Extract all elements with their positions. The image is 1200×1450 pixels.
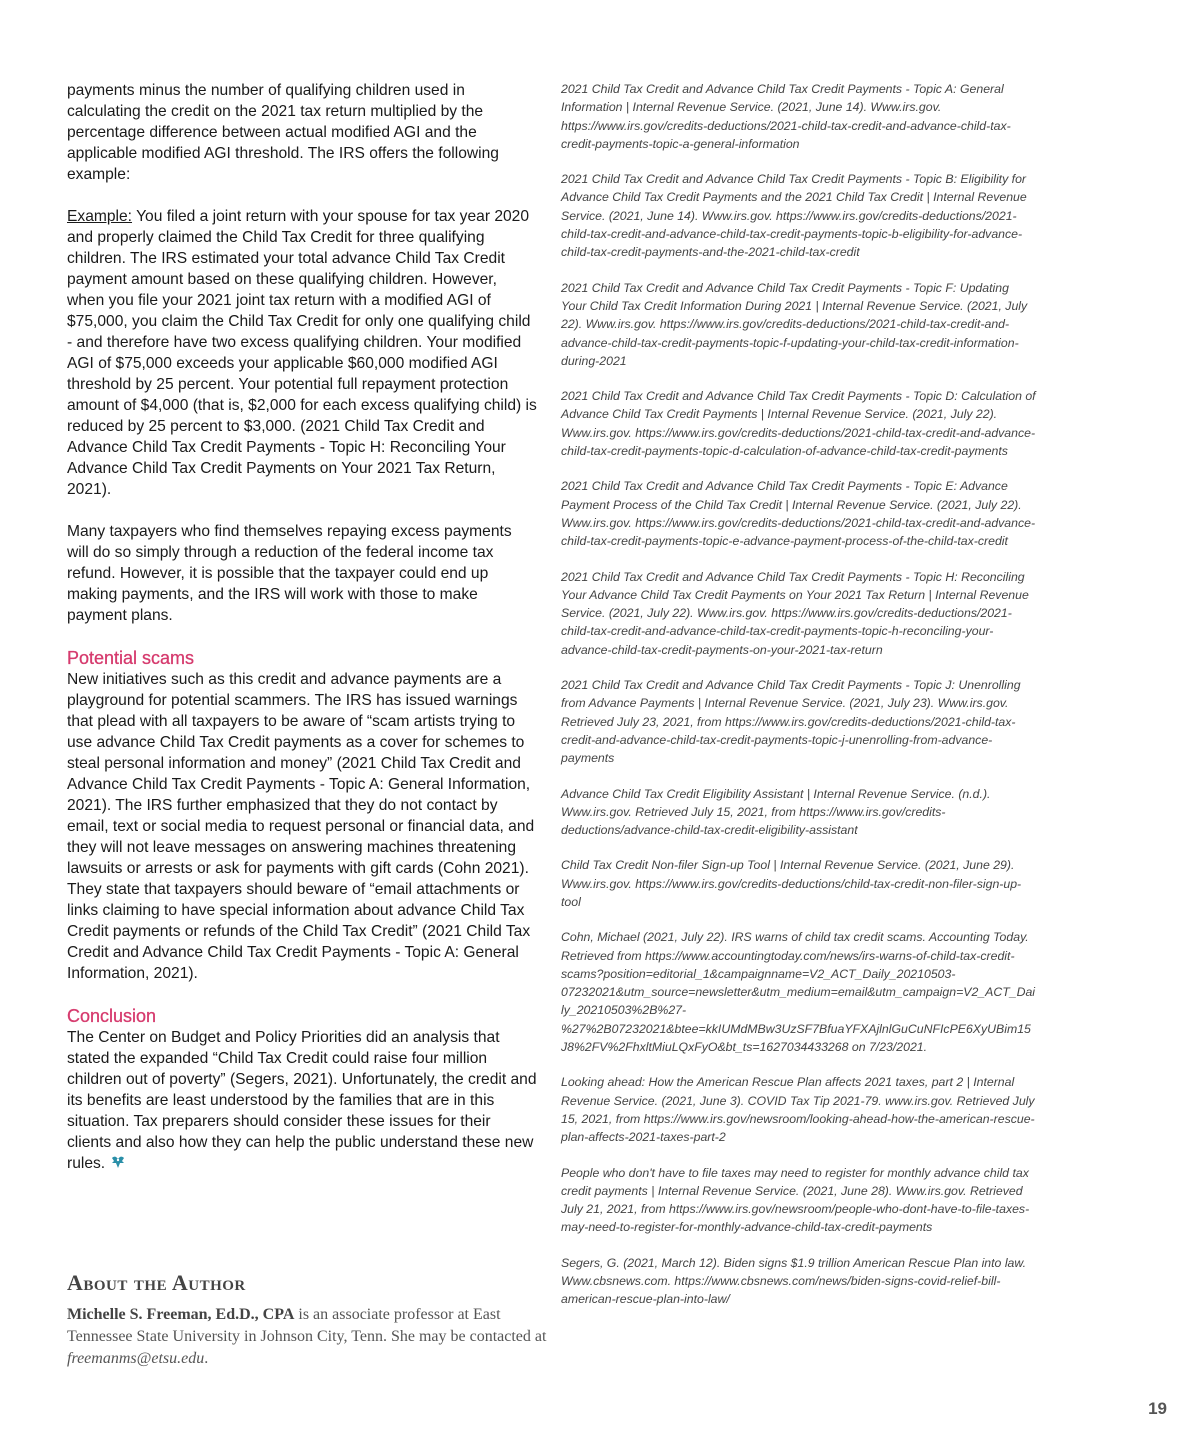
references-column: [561, 80, 1037, 1326]
about-body: [67, 1304, 547, 1370]
about-title: About the Author: [67, 1270, 246, 1295]
reference-item: Child Tax Credit Non-filer Sign-up Tool | Internal Revenue Service. (2021, June 29). Www.irs.gov. https://www.irs.gov/credits-deductions/child-tax-credit-non-filer-sign-up-tool: [561, 858, 1022, 909]
paragraph-intro: payments minus the number of qualifying children used in calculating the credit on the 2021 tax return multiplied by the percentage difference between actual modified AGI and the applicable modified AGI threshold. The IRS offers the following example:: [67, 82, 499, 183]
section-heading-scams: Potential scams: [67, 648, 195, 668]
reference-item: 2021 Child Tax Credit and Advance Child Tax Credit Payments - Topic J: Unenrolling from Advance Payments | Internal Revenue Service. (2021, July 23). Www.irs.gov. Retrieved July 23, 2021, from https://www.irs.gov/credits-deductions/2021-child-tax-credit-and-advance-child-tax-credit-payments-topic-j-unenrolling-from-advance-payments: [561, 678, 1021, 766]
end-of-article-logo-icon: [111, 1154, 125, 1168]
paragraph-scams: New initiatives such as this credit and advance payments are a playground for potential scammers. The IRS has issued warnings that plead with all taxpayers to be aware of “scam artists trying to use advance Child Tax Credit payments as a cover for schemes to steal personal information and money” (2021 Child Tax Credit and Advance Child Tax Credit Payments - Topic A: General Information, 2021). The IRS further emphasized that they do not contact by email, text or social media to request personal or financial data, and they will not leave messages on answering machines threatening lawsuits or arrests or ask for payments with gift cards (Cohn 2021). They state that taxpayers should beware of “email attachments or links claiming to have special information about advance Child Tax Credit payments or refunds of the Child Tax Credit” (2021 Child Tax Credit and Advance Child Tax Credit Payments - Topic A: General Information, 2021).: [67, 671, 535, 982]
conclusion-text: The Center on Budget and Policy Priorities did an analysis that stated the expanded “Child Tax Credit could raise four million children out of poverty” (Segers, 2021). Unfortunately, the credit and its benefits are least understood by the families that are in this situation. Tax preparers should consider these issues for their clients and also how they can help the public understand these new rules.: [67, 1029, 537, 1172]
reference-item: Segers, G. (2021, March 12). Biden signs $1.9 trillion American Rescue Plan into law. Www.cbsnews.com. https://www.cbsnews.com/news/biden-signs-covid-relief-bill-american-rescue-plan-into-law/: [561, 1255, 1027, 1307]
reference-item: Looking ahead: How the American Rescue Plan affects 2021 taxes, part 2 | Internal Revenue Service. (2021, June 3). COVID Tax Tip 2021-79. www.irs.gov. Retrieved July 15, 2021, from https://www.irs.gov/newsroom/looking-ahead-how-the-american-rescue-plan-affects-2021-taxes-part-2: [561, 1075, 1035, 1145]
reference-item: 2021 Child Tax Credit and Advance Child Tax Credit Payments - Topic A: General Information | Internal Revenue Service. (2021, June 14). Www.irs.gov. https://www.irs.gov/credits-deductions/2021-child-tax-credit-and-advance-child-tax-credit-payments-topic-a-general-information: [561, 82, 1011, 151]
reference-item: 2021 Child Tax Credit and Advance Child Tax Credit Payments - Topic H: Reconciling Your Advance Child Tax Credit Payments on Your 2021 Tax Return | Internal Revenue Service. (2021, July 22). Www.irs.gov. https://www.irs.gov/credits-deductions/2021-child-tax-credit-and-advance-child-tax-credit-payments-topic-h-reconciling-your-advance-child-tax-credit-payments-on-your-2021-tax-return: [561, 569, 1029, 657]
paragraph-conclusion: [67, 1027, 537, 1174]
reference-item: 2021 Child Tax Credit and Advance Child Tax Credit Payments - Topic B: Eligibility for Advance Child Tax Credit Payments and the 2021 Child Tax Credit | Internal Revenue Service. (2021, June 14). Www.irs.gov. https://www.irs.gov/credits-deductions/2021-child-tax-credit-and-advance-child-tax-credit-payments-topic-b-eligibility-for-advance-child-tax-credit-payments-and-the-2021-child-tax-credit: [561, 172, 1027, 260]
paragraph-repayment: Many taxpayers who find themselves repaying excess payments will do so simply through a reduction of the federal income tax refund. However, it is possible that the taxpayer could end up making payments, and the IRS will work with those to make payment plans.: [67, 523, 512, 624]
author-bio-end: .: [204, 1350, 209, 1367]
author-bio: is an associate professor at East Tennessee State University in Johnson City, Tenn. She may be contacted at: [67, 1306, 547, 1345]
example-text: You filed a joint return with your spouse for tax year 2020 and properly claimed the Child Tax Credit for three qualifying children. The IRS estimated your total advance Child Tax Credit payment amount based on these qualifying children. However, when you file your 2021 joint tax return with a modified AGI of $75,000, you claim the Child Tax Credit for only one qualifying child - and therefore have two excess qualifying children. Your modified AGI of $75,000 exceeds your applicable $60,000 modified AGI threshold by 25 percent. Your potential full repayment protection amount of $4,000 (that is, $2,000 for each excess qualifying child) is reduced by 25 percent to $3,000. (2021 Child Tax Credit and Advance Child Tax Credit Payments - Topic H: Reconciling Your Advance Child Tax Credit Payments on Your 2021 Tax Return, 2021).: [67, 208, 537, 498]
reference-item: 2021 Child Tax Credit and Advance Child Tax Credit Payments - Topic F: Updating Your Child Tax Credit Information During 2021 | Internal Revenue Service. (2021, July 22). Www.irs.gov. https://www.irs.gov/credits-deductions/2021-child-tax-credit-and-advance-child-tax-credit-payments-topic-f-updating-your-child-tax-credit-information-during-2021: [561, 280, 1028, 368]
reference-item: Cohn, Michael (2021, July 22). IRS warns of child tax credit scams. Accounting Today. Retrieved from https://www.accountingtoday.com/news/irs-warns-of-child-tax-credit-scams?position=editorial_1&campaignname=V2_ACT_Daily_20210503-07232021&utm_source=newsletter&utm_medium=email&utm_campaign=V2_ACT_Daily_20210503%2B%27-%27%2B07232021&btee=kkIUMdMBw3UzSF7BfuaYFXAjlnlGuCuNFIcPE6XyUBim15J8%2FV%2FhxltMiuLQxFyO&bt_ts=1627034433268 on 7/23/2021.: [561, 930, 1036, 1055]
example-label: Example:: [67, 208, 133, 225]
section-heading-conclusion: Conclusion: [67, 1006, 157, 1026]
reference-item: 2021 Child Tax Credit and Advance Child Tax Credit Payments - Topic D: Calculation of Advance Child Tax Credit Payments | Internal Revenue Service. (2021, July 22). Www.irs.gov. https://www.irs.gov/credits-deductions/2021-child-tax-credit-and-advance-child-tax-credit-payments-topic-d-calculation-of-advance-child-tax-credit-payments: [561, 389, 1036, 459]
author-email[interactable]: freemanms@etsu.edu: [67, 1350, 205, 1367]
paragraph-example: [67, 206, 537, 500]
author-name: Michelle S. Freeman, Ed.D., CPA: [67, 1306, 295, 1323]
reference-item: 2021 Child Tax Credit and Advance Child Tax Credit Payments - Topic E: Advance Payment Process of the Child Tax Credit | Internal Revenue Service. (2021, July 22). Www.irs.gov. https://www.irs.gov/credits-deductions/2021-child-tax-credit-and-advance-child-tax-credit-payments-topic-e-advance-payment-process-of-the-child-tax-credit: [561, 479, 1036, 549]
reference-item: People who don't have to file taxes may need to register for monthly advance child tax credit payments | Internal Revenue Service. (2021, June 28). Www.irs.gov. Retrieved July 21, 2021, from https://www.irs.gov/newsroom/people-who-dont-have-to-file-taxes-may-need-to-register-for-monthly-advance-child-tax-credit-payments: [561, 1165, 1030, 1235]
about-the-author: [67, 1270, 547, 1370]
page-number: 19: [1148, 1399, 1167, 1418]
main-article-column: [67, 80, 537, 1174]
reference-item: Advance Child Tax Credit Eligibility Assistant | Internal Revenue Service. (n.d.). Www.irs.gov. Retrieved July 15, 2021, from https://www.irs.gov/credits-deductions/advance-child-tax-credit-eligibility-assistant: [561, 786, 991, 838]
